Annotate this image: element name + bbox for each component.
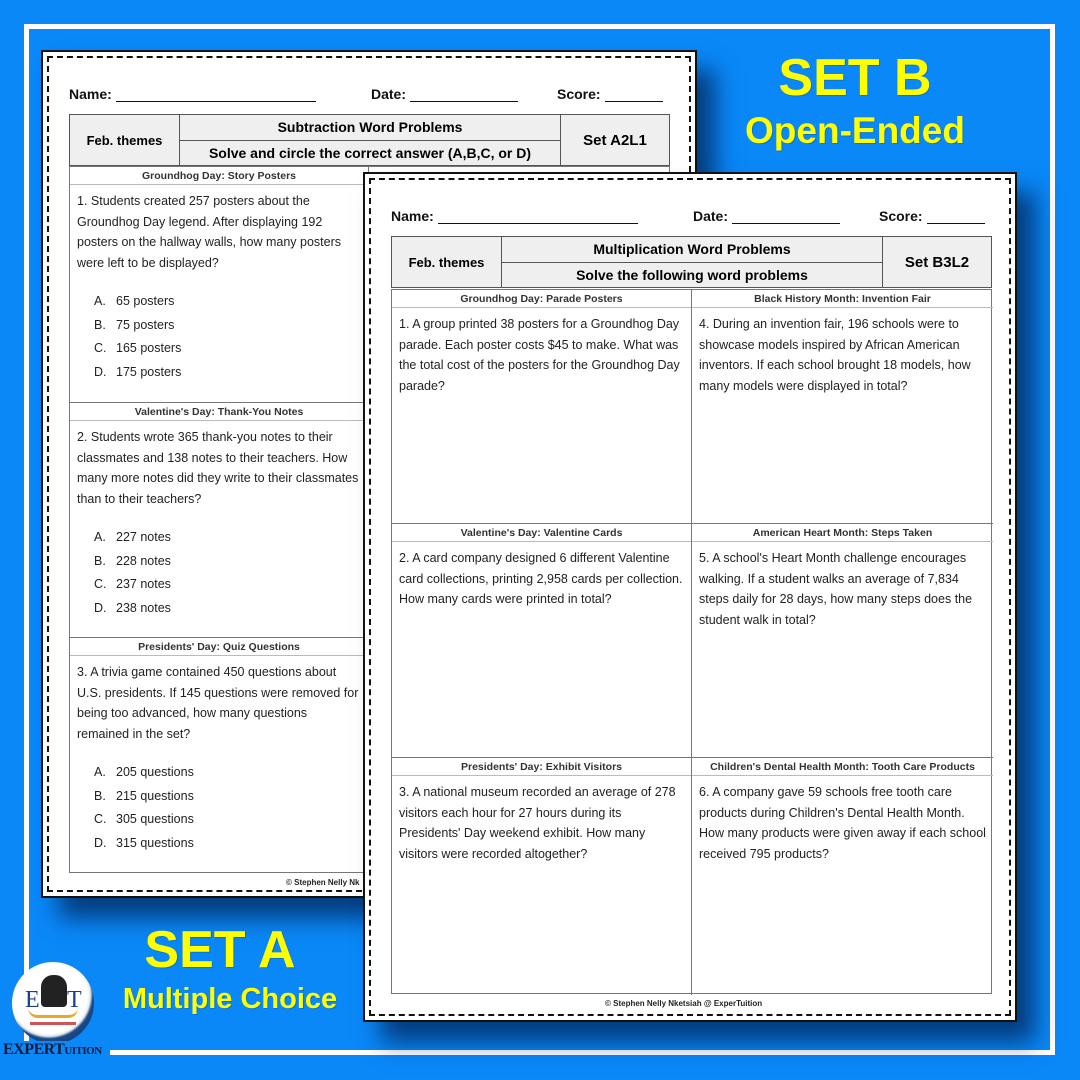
brand-main: EXPERT xyxy=(3,1041,65,1058)
option-value: 227 notes xyxy=(116,530,171,544)
score-field xyxy=(879,208,985,224)
option-value: 238 notes xyxy=(116,600,171,615)
question-cell xyxy=(692,524,993,758)
expertuition-logo-icon xyxy=(12,962,94,1044)
option-letter: C. xyxy=(94,341,107,355)
set-code: Set A2L1 xyxy=(583,131,647,149)
set-a-subtitle: Multiple Choice xyxy=(122,983,338,1015)
question-theme: Presidents' Day: Exhibit Visitors xyxy=(392,758,691,776)
option-value: 65 posters xyxy=(116,294,175,308)
question-text: 1. Students created 257 posters about the Groundhog Day legend. After displaying 192 posters on the hallway walls, how many posters were left to be displayed? xyxy=(77,194,342,270)
answer-options xyxy=(70,290,368,384)
score-line xyxy=(605,88,663,102)
answer-option[interactable] xyxy=(94,314,368,338)
question-cell xyxy=(70,166,368,402)
question-text: 6. A company gave 59 schools free tooth care products during Children's Dental Health Month. How many products were given away if each school received 795 products? xyxy=(699,785,986,861)
option-letter: D. xyxy=(94,364,107,379)
answer-option[interactable] xyxy=(94,526,368,550)
title-block xyxy=(180,115,561,165)
answer-option[interactable] xyxy=(94,573,368,597)
question-cell xyxy=(692,290,993,524)
set-a-title: SET A xyxy=(144,921,296,979)
option-letter: A. xyxy=(94,765,106,779)
date-line xyxy=(732,210,840,224)
question-column xyxy=(69,166,369,873)
option-letter: D. xyxy=(94,600,107,615)
answer-options xyxy=(70,761,368,855)
option-letter: A. xyxy=(94,530,106,544)
question-text: 3. A national museum recorded an average of 278 visitors each hour for 27 hours during its Presidents' Day weekend exhibit. How many visitors were recorded altogether? xyxy=(399,785,676,861)
worksheet-title: Subtraction Word Problems xyxy=(180,115,560,141)
question-theme: American Heart Month: Steps Taken xyxy=(692,524,993,542)
answer-option[interactable] xyxy=(94,550,368,574)
option-letter: B. xyxy=(94,553,106,568)
question-cell xyxy=(70,637,368,873)
date-field xyxy=(371,86,518,102)
worksheet-instruction: Solve and circle the correct answer (A,B,C, or D) xyxy=(208,144,532,161)
name-field xyxy=(391,208,638,224)
open-book-icon xyxy=(28,1008,78,1018)
title-table xyxy=(391,236,992,288)
logo-letter-e: E xyxy=(25,987,40,1013)
question-cell xyxy=(692,758,993,995)
ruler-icon xyxy=(30,1022,76,1025)
option-value: 205 questions xyxy=(116,765,194,779)
question-cell xyxy=(392,524,692,758)
question-theme: Black History Month: Invention Fair xyxy=(692,290,993,308)
option-letter: A. xyxy=(94,294,106,308)
score-field xyxy=(557,86,663,102)
question-theme: Groundhog Day: Story Posters xyxy=(70,167,368,185)
question-theme: Valentine's Day: Valentine Cards xyxy=(392,524,691,542)
score-line xyxy=(927,210,985,224)
brand-small: UITION xyxy=(64,1045,102,1057)
answer-option[interactable] xyxy=(94,290,368,314)
option-value: 305 questions xyxy=(116,812,194,826)
answer-option[interactable] xyxy=(94,785,368,809)
option-value: 237 notes xyxy=(116,577,171,591)
option-letter: C. xyxy=(94,577,107,591)
set-b-subtitle: Open-Ended xyxy=(745,110,965,151)
copyright: © Stephen Nelly Nk xyxy=(286,878,360,887)
question-cell xyxy=(392,758,692,995)
answer-option[interactable] xyxy=(94,832,368,856)
theme-label: Feb. themes xyxy=(70,115,180,165)
name-line xyxy=(116,88,316,102)
score-label: Score: xyxy=(879,208,923,224)
answer-option[interactable] xyxy=(94,808,368,832)
question-theme: Children's Dental Health Month: Tooth Care Products xyxy=(692,758,993,776)
question-text: 2. A card company designed 6 different Valentine card collections, printing 2,958 cards per collection. How many cards were printed in total? xyxy=(399,551,683,606)
set-code: Set B3L2 xyxy=(904,253,970,271)
date-field xyxy=(693,208,840,224)
date-line xyxy=(410,88,518,102)
brand-name xyxy=(3,1041,106,1059)
option-value: 315 questions xyxy=(116,835,194,850)
student-info-row xyxy=(391,208,989,228)
question-text: 2. Students wrote 365 thank-you notes to their classmates and 138 notes to their teachers. How many more notes did they write to their classmates than to their teachers? xyxy=(77,430,359,506)
question-text: 3. A trivia game contained 450 questions about U.S. presidents. If 145 questions were removed for being too advanced, how many questions remained in the set? xyxy=(77,665,359,741)
worksheet-set-b xyxy=(363,172,1017,1022)
option-value: 215 questions xyxy=(116,788,194,803)
answer-option[interactable] xyxy=(94,761,368,785)
question-theme: Presidents' Day: Quiz Questions xyxy=(70,638,368,656)
answer-option[interactable] xyxy=(94,337,368,361)
option-value: 75 posters xyxy=(116,317,175,332)
name-field xyxy=(69,86,316,102)
option-letter: D. xyxy=(94,835,107,850)
option-value: 175 posters xyxy=(116,364,182,379)
theme-label: Feb. themes xyxy=(392,237,502,287)
people-reading-icon xyxy=(41,975,67,1007)
question-text: 5. A school's Heart Month challenge encourages walking. If a student walks an average of 7,834 steps daily for 28 days, how many steps does the student walk in total? xyxy=(699,551,973,627)
copyright: © Stephen Nelly Nketsiah @ ExperTuition xyxy=(605,999,763,1008)
option-letter: C. xyxy=(94,812,107,826)
option-value: 165 posters xyxy=(116,341,182,355)
question-theme: Groundhog Day: Parade Posters xyxy=(392,290,691,308)
title-block xyxy=(502,237,883,287)
question-grid xyxy=(391,289,992,994)
question-text: 1. A group printed 38 posters for a Groundhog Day parade. Each poster costs $45 to make. What was the total cost of the posters for the Groundhog Day parade? xyxy=(399,317,680,393)
answer-option[interactable] xyxy=(94,597,368,621)
student-info-row xyxy=(69,86,669,106)
option-letter: B. xyxy=(94,317,106,332)
name-label: Name: xyxy=(391,208,434,224)
answer-options xyxy=(70,526,368,620)
title-table xyxy=(69,114,670,166)
question-cell xyxy=(392,290,692,524)
score-label: Score: xyxy=(557,86,601,102)
option-value: 228 notes xyxy=(116,553,171,568)
name-label: Name: xyxy=(69,86,112,102)
worksheet-title: Multiplication Word Problems xyxy=(502,237,882,263)
answer-option[interactable] xyxy=(94,361,368,385)
option-letter: B. xyxy=(94,788,106,803)
name-line xyxy=(438,210,638,224)
date-label: Date: xyxy=(693,208,729,224)
question-cell xyxy=(70,402,368,637)
date-label: Date: xyxy=(371,86,407,102)
logo-letter-t: T xyxy=(67,987,82,1013)
question-text: 4. During an invention fair, 196 schools were to showcase models inspired by African American inventors. If each school brought 18 models, how many models were displayed in total? xyxy=(699,317,971,393)
worksheet-instruction: Solve the following word problems xyxy=(576,266,808,283)
set-b-title: SET B xyxy=(778,49,932,107)
question-theme: Valentine's Day: Thank-You Notes xyxy=(70,403,368,421)
